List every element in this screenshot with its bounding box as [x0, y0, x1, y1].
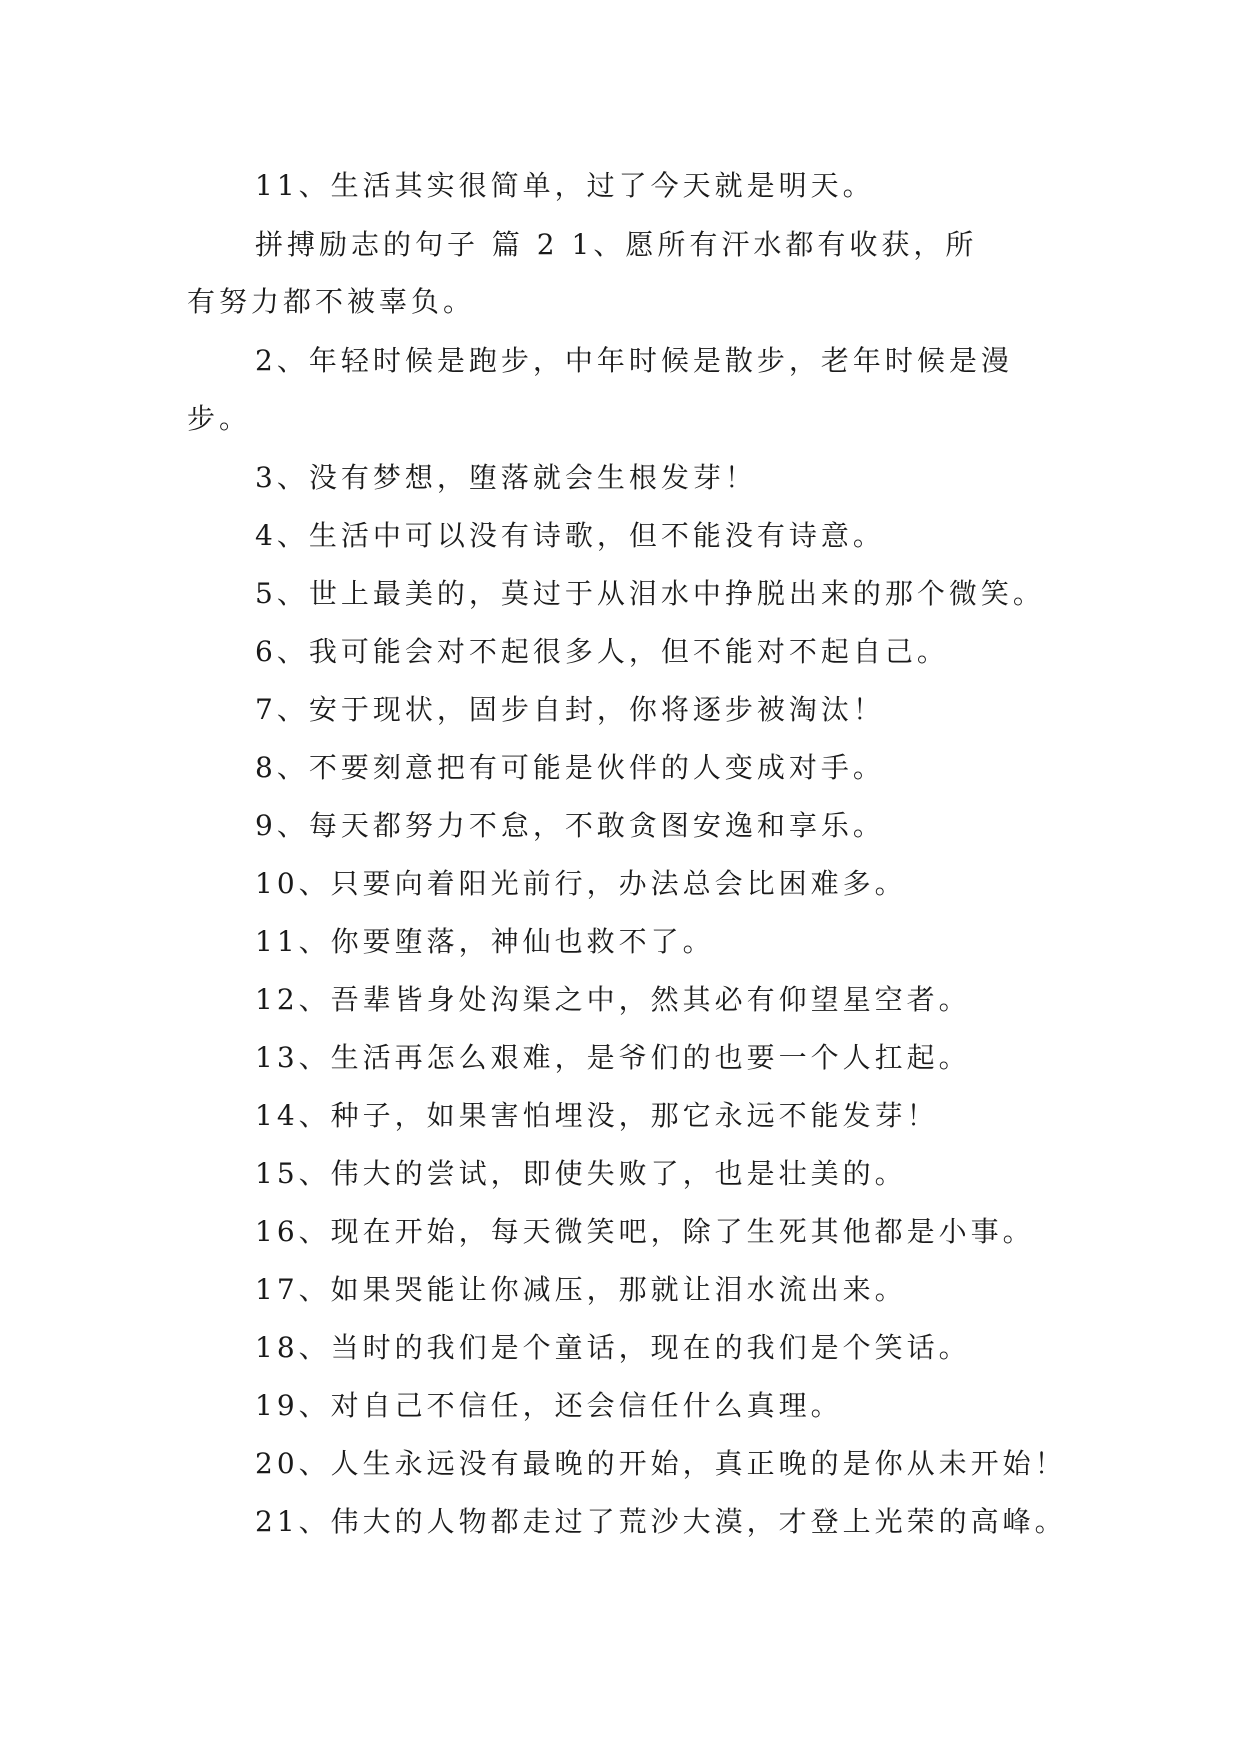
text-line: 6、我可能会对不起很多人，但不能对不起自己。	[255, 635, 949, 668]
text-line: 14、种子，如果害怕埋没，那它永远不能发芽！	[255, 1099, 939, 1132]
text-line: 13、生活再怎么艰难，是爷们的也要一个人扛起。	[255, 1041, 971, 1074]
text-line: 11、你要堕落，神仙也救不了。	[255, 925, 715, 958]
text-line: 10、只要向着阳光前行，办法总会比困难多。	[255, 867, 907, 900]
text-line: 20、人生永远没有最晚的开始，真正晚的是你从未开始！	[255, 1447, 1067, 1480]
text-line: 步。	[187, 402, 252, 435]
text-line: 18、当时的我们是个童话，现在的我们是个笑话。	[255, 1331, 971, 1364]
text-line: 有努力都不被辜负。	[187, 285, 476, 318]
text-line: 3、没有梦想，堕落就会生根发芽！	[255, 461, 757, 494]
text-line: 15、伟大的尝试，即使失败了，也是壮美的。	[255, 1157, 907, 1190]
text-line: 7、安于现状，固步自封，你将逐步被淘汰！	[255, 693, 885, 726]
text-line: 12、吾辈皆身处沟渠之中，然其必有仰望星空者。	[255, 983, 971, 1016]
text-line: 8、不要刻意把有可能是伙伴的人变成对手。	[255, 751, 885, 784]
text-line: 16、现在开始，每天微笑吧，除了生死其他都是小事。	[255, 1215, 1035, 1248]
text-line: 4、生活中可以没有诗歌，但不能没有诗意。	[255, 519, 885, 552]
text-line: 21、伟大的人物都走过了荒沙大漠，才登上光荣的高峰。	[255, 1505, 1067, 1538]
text-line: 9、每天都努力不怠，不敢贪图安逸和享乐。	[255, 809, 885, 842]
text-line: 17、如果哭能让你减压，那就让泪水流出来。	[255, 1273, 907, 1306]
text-line: 2、年轻时候是跑步，中年时候是散步，老年时候是漫	[255, 344, 1013, 377]
section-heading-line: 拼搏励志的句子 篇 2 1、愿所有汗水都有收获，所	[255, 228, 978, 261]
text-line: 11、生活其实很简单，过了今天就是明天。	[255, 169, 875, 202]
text-line: 19、对自己不信任，还会信任什么真理。	[255, 1389, 843, 1422]
text-line: 5、世上最美的，莫过于从泪水中挣脱出来的那个微笑。	[255, 577, 1045, 610]
